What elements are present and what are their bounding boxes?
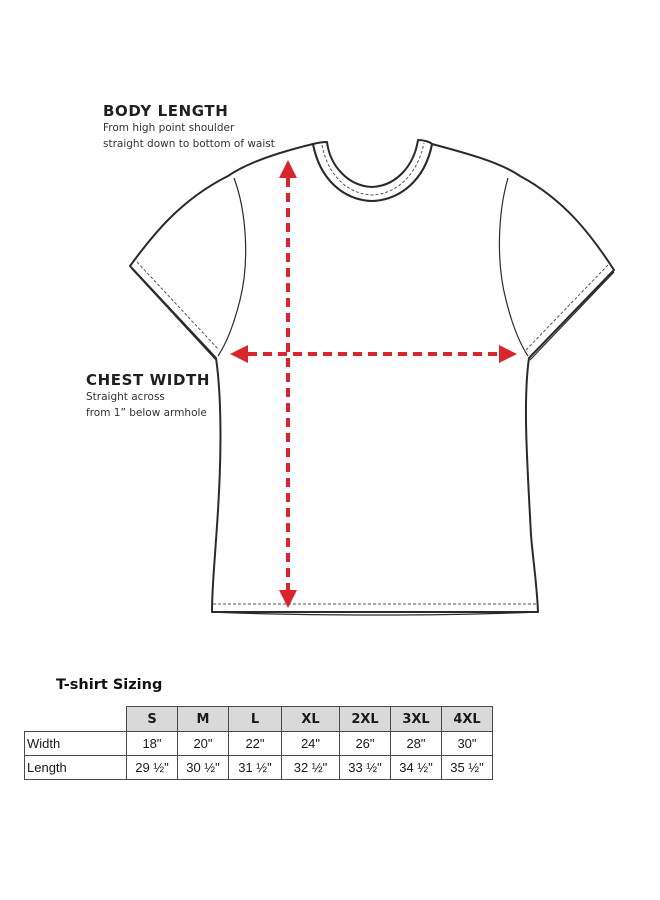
row-label-width: Width xyxy=(25,732,127,756)
size-header-2xl: 2XL xyxy=(340,707,391,732)
chest-width-desc-line-2: from 1” below armhole xyxy=(86,407,207,419)
length-cell-4xl: 35 ½" xyxy=(442,756,493,780)
chest-width-callout xyxy=(86,371,210,421)
width-cell-3xl: 28" xyxy=(391,732,442,756)
chest-width-title: CHEST WIDTH xyxy=(86,371,211,389)
chest-width-desc-line-1: Straight across xyxy=(86,391,165,403)
size-header-4xl: 4XL xyxy=(442,707,493,732)
size-header-s: S xyxy=(127,707,178,732)
width-cell-m: 20" xyxy=(178,732,229,756)
size-header-3xl: 3XL xyxy=(391,707,442,732)
width-cell-xl: 24" xyxy=(282,732,340,756)
width-row xyxy=(25,732,493,756)
width-cell-2xl: 26" xyxy=(340,732,391,756)
body-length-desc-line-1: From high point shoulder xyxy=(103,122,235,134)
width-cell-l: 22" xyxy=(229,732,282,756)
length-cell-m: 30 ½" xyxy=(178,756,229,780)
length-cell-xl: 32 ½" xyxy=(282,756,340,780)
width-cell-4xl: 30" xyxy=(442,732,493,756)
size-header-row xyxy=(25,707,493,732)
width-cell-s: 18" xyxy=(127,732,178,756)
length-cell-2xl: 33 ½" xyxy=(340,756,391,780)
body-length-desc-line-2: straight down to bottom of waist xyxy=(103,138,275,150)
header-corner-cell xyxy=(25,707,127,732)
size-header-xl: XL xyxy=(282,707,340,732)
body-length-title: BODY LENGTH xyxy=(103,102,229,120)
body-length-callout xyxy=(103,102,275,152)
size-header-m: M xyxy=(178,707,229,732)
length-cell-s: 29 ½" xyxy=(127,756,178,780)
length-cell-l: 31 ½" xyxy=(229,756,282,780)
row-label-length: Length xyxy=(25,756,127,780)
size-header-l: L xyxy=(229,707,282,732)
length-row xyxy=(25,756,493,780)
size-chart-table xyxy=(24,706,493,780)
length-cell-3xl: 34 ½" xyxy=(391,756,442,780)
sizing-table-title: T-shirt Sizing xyxy=(56,677,163,693)
